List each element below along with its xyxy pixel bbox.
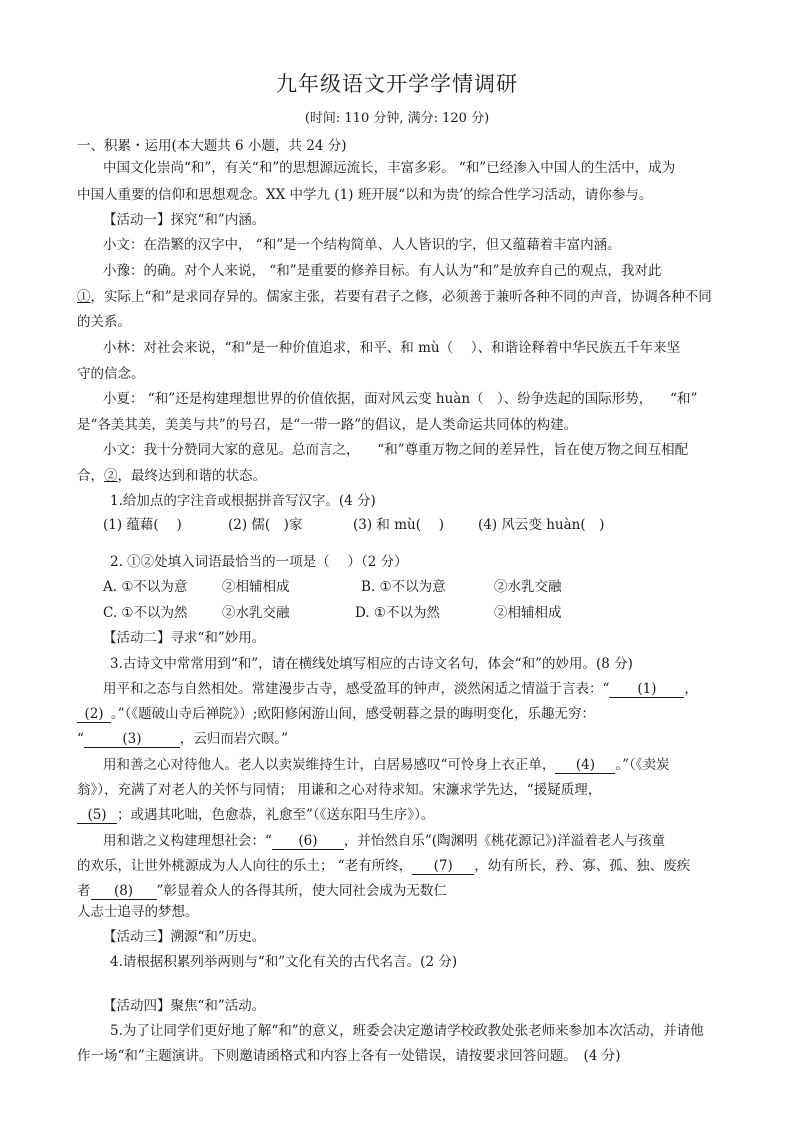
poem-para-3-line-3: 者 (8) ”彰显着众人的各得其所，使大同社会成为无数仁: [77, 883, 447, 899]
question-1: 1.给加点的字注音或根据拼音写汉字。(4 分): [110, 493, 376, 509]
fill-blank-7[interactable]: (7): [412, 858, 474, 875]
dialogue-xiaoyu-line-2: ①，实际上“和”是求同存异的。儒家主张，若要有君子之修，必须善于兼听各种不同的声音，协调各种不同: [77, 289, 712, 305]
fill-blank-6[interactable]: (6): [272, 833, 344, 850]
exam-info: (时间: 110 分钟, 满分: 120 分): [304, 111, 490, 126]
section-heading: 一、积累・运用(本大题共 6 小题，共 24 分): [77, 138, 347, 154]
fill-blank-1[interactable]: (1): [609, 681, 684, 698]
option-c-2: ②水乳交融: [222, 605, 290, 621]
question-1-item-4: (4) 风云变 huàn( ): [478, 517, 605, 533]
poem-para-3-line-2: 的欢乐，让世外桃源成为人人向往的乐土； “老有所终， (7) ，幼有所长，矜、寡、孤、独、废疾: [77, 858, 691, 874]
poem-para-2-line-1: 用和善之心对待他人。老人以卖炭维持生计，白居易感叹“可怜身上衣正单， (4) 。”（《卖炭: [103, 757, 670, 773]
poem-para-2-line-2: 翁》），充满了对老人的关怀与同情； 用谦和之心对待求知。宋濂求学先达，“援疑质理，: [77, 782, 602, 798]
blank-marker-2: ②: [104, 468, 118, 484]
activity-1-heading: 【活动一】探究“和”内涵。: [103, 212, 266, 228]
option-d-1: D. ①不以为然: [355, 605, 441, 621]
option-b-2: ②水乳交融: [494, 579, 562, 595]
question-1-item-2: (2) 儒( )家: [228, 517, 303, 533]
dialogue-xiaowen-1: 小文：在浩繁的汉字中， “和”是一个结构简单、人人皆识的字，但又蕴藉着丰富内涵。: [103, 237, 621, 253]
page-title: 九年级语文开学学情调研: [276, 72, 518, 96]
activity-4-heading: 【活动四】聚焦“和”活动。: [103, 998, 266, 1014]
intro-line-2: 中国人重要的信仰和思想观念。XX 中学九 (1) 班开展“以和为贵’的综合性学习活动，请你参与。: [77, 187, 653, 203]
question-1-item-1: (1) 蕴藉( ): [103, 517, 182, 533]
option-a-2: ②相辅相成: [222, 579, 290, 595]
poem-para-1-line-1: 用平和之态与自然相处。常建漫步古寺，感受盈耳的钟声，淡然闲适之情溢于言表：“ (1) ，: [103, 681, 698, 697]
question-3: 3.古诗文中常常用到“和”，请在横线处填写相应的古诗文名句，体会“和”的妙用。(8 分): [110, 656, 633, 672]
fill-blank-5[interactable]: (5): [77, 807, 117, 824]
poem-para-3-line-4: 人志士追寻的梦想。: [77, 904, 199, 920]
option-c-1: C. ①不以为然: [103, 605, 188, 621]
option-a-1: A. ①不以为意: [103, 579, 188, 595]
fill-blank-2[interactable]: (2): [77, 706, 111, 723]
poem-para-3-line-1: 用和谐之义构建理想社会：“ (6) ，并怡然自乐”(陶渊明《桃花源记》)洋溢着老人与孩童: [103, 833, 666, 849]
activity-2-heading: 【活动二】寻求“和”妙用。: [103, 630, 266, 646]
question-1-item-3: (3) 和 mù( ): [353, 517, 445, 533]
option-d-2: ②相辅相成: [494, 605, 562, 621]
dialogue-xiaoxia-line-2: 是“各美其美，美美与共”的号召，是“一带一路”的倡议，是人类命运共同体的构建。: [77, 417, 578, 433]
question-2: 2. ①②处填入词语最恰当的一项是（ ）（2 分）: [110, 554, 408, 570]
dialogue-xiaoyu-line-3: 的关系。: [77, 314, 131, 330]
dialogue-xiaowen-2-line-1: 小文：我十分赞同大家的意见。总而言之， “和”尊重万物之间的差异性，旨在使万物之间互相配: [103, 442, 689, 458]
dialogue-xiaoxia-line-1: 小夏： “和”还是构建理想世界的价值依据，面对风云变 huàn（ ）、纷争迭起的国际形势， “和”: [103, 391, 698, 407]
poem-para-1-line-3: “ (3) ，云归而岩穴暝。”: [77, 731, 289, 747]
option-b-1: B. ①不以为意: [361, 579, 446, 595]
fill-blank-8[interactable]: (8): [91, 883, 157, 900]
poem-para-2-line-3: (5) ；或遇其叱咄，色愈恭，礼愈至”（《送东阳马生序》）。: [77, 806, 434, 824]
blank-marker-1: ①: [77, 289, 91, 305]
dialogue-xiaowen-2-line-2: 合，②，最终达到和谐的状态。: [77, 468, 266, 484]
dialogue-xiaoyu-line-1: 小豫：的确。对个人来说， “和”是重要的修养目标。有人认为“和”是放弃自己的观点，我对此: [103, 263, 662, 279]
question-5-line-2: 作一场“和”主题演讲。下则邀请函格式和内容上各有一处错误，请按要求回答问题。 (4 分): [77, 1048, 621, 1064]
fill-blank-3[interactable]: (3): [84, 731, 180, 748]
poem-para-1-line-2: (2) 。”（《题破山寺后禅院》）;欧阳修闲游山间，感受朝暮之景的晦明变化，乐趣无穷：: [77, 705, 595, 723]
dialogue-xiaolin-line-2: 守的信念。: [77, 366, 145, 382]
activity-3-heading: 【活动三】溯源“和”历史。: [103, 929, 266, 945]
dialogue-xiaolin-line-1: 小林：对社会来说，“和”是一种价值追求，和平、和 mù（ ）、和谐诠释着中华民族五千年来坚: [103, 340, 681, 356]
question-4: 4.请根据积累列举两则与“和”文化有关的古代名言。(2 分): [110, 954, 458, 970]
fill-blank-4[interactable]: (4): [555, 757, 615, 774]
intro-line-1: 中国文化崇尚“和”，有关“和”的思想源远流长，丰富多彩。 “和”已经渗入中国人的生活中，成为: [103, 160, 676, 176]
question-5-line-1: 5.为了让同学们更好地了解“和”的意义，班委会决定邀请学校政教处张老师来参加本次活动，并请他: [110, 1023, 704, 1039]
